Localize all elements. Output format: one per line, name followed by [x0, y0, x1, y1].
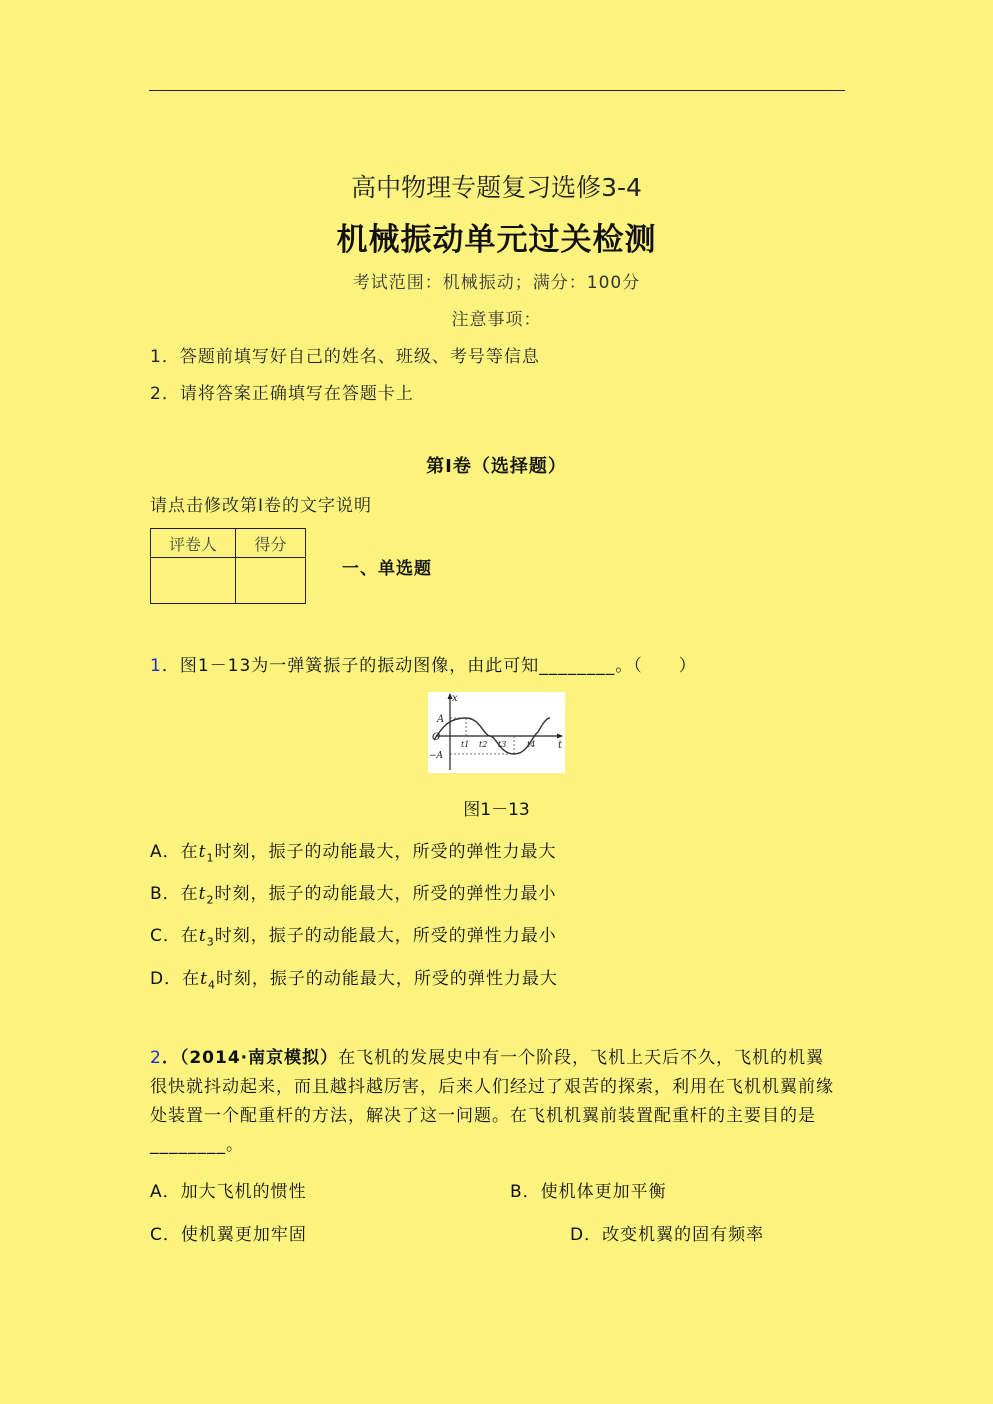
exam-title: 机械振动单元过关检测: [336, 222, 657, 258]
q1-option-d[interactable]: D．在$t_4$时刻，振子的动能最大，所受的弹性力最大: [150, 969, 558, 992]
graph-label-neg-a: −A: [429, 751, 444, 761]
graph-label-o: O: [432, 732, 441, 743]
volume-description: 请点击修改第I卷的文字说明: [150, 496, 373, 516]
score-table: [150, 528, 306, 604]
q1-option-b[interactable]: B．在$t_2$时刻，振子的动能最大，所受的弹性力最小: [150, 884, 557, 907]
note-2: 2．请将答案正确填写在答题卡上: [150, 384, 414, 404]
exam-subtitle: 高中物理专题复习选修3-4: [351, 173, 642, 202]
graph-label-t1: t1: [461, 740, 470, 749]
volume-title: 第I卷（选择题）: [426, 456, 567, 477]
notice-title: 注意事项：: [451, 310, 542, 330]
section-title: 一、单选题: [342, 559, 432, 579]
q1-option-c[interactable]: C．在$t_3$时刻，振子的动能最大，所受的弹性力最小: [150, 926, 557, 949]
score-table-header-score: 得分: [236, 529, 306, 558]
question-2-number: 2: [150, 1048, 162, 1068]
question-2-stem: 在飞机的发展史中有一个阶段，飞机上天后不久，飞机的机翼很快就抖动起来，而且越抖越厉害，后来人们经过了艰苦的探索，利用在飞机机翼前缘处装置一个配重杆的方法，解决了这一问题。在飞机机翼前装置配重杆的主要目的是________。: [150, 1048, 834, 1155]
question-1-stem: ．图1－13为一弹簧振子的振动图像，由此可知________。（ ）: [161, 656, 697, 676]
note-1: 1．答题前填写好自己的姓名、班级、考号等信息: [150, 347, 540, 367]
graph-label-x: x: [452, 693, 458, 704]
q2-option-b[interactable]: B．使机体更加平衡: [510, 1182, 667, 1202]
graph-label-t: t: [558, 740, 563, 751]
vibration-graph: [428, 692, 565, 773]
score-table-header-grader: 评卷人: [151, 529, 236, 558]
score-table-cell-score[interactable]: [236, 558, 306, 604]
graph-t-arrow: [557, 734, 563, 739]
graph-label-t4: t4: [527, 740, 536, 749]
header-rule: [149, 90, 845, 91]
vibration-graph-figure: [428, 692, 565, 773]
figure-caption: 图1－13: [463, 800, 530, 820]
graph-label-a: A: [437, 714, 445, 725]
exam-meta: 考试范围：机械振动；满分：100分: [352, 273, 641, 293]
question-2: [150, 1044, 840, 1160]
score-table-cell-grader[interactable]: [151, 558, 236, 604]
q1-option-a[interactable]: A．在$t_1$时刻，振子的动能最大，所受的弹性力最大: [150, 842, 557, 865]
graph-label-t2: t2: [479, 740, 488, 749]
graph-label-t3: t3: [498, 740, 507, 749]
q2-option-a[interactable]: A．加大飞机的惯性: [150, 1182, 307, 1202]
q2-option-d[interactable]: D．改变机翼的固有频率: [570, 1225, 765, 1245]
question-1: [150, 651, 697, 676]
q2-option-c[interactable]: C．使机翼更加牢固: [150, 1225, 307, 1245]
question-1-number: 1: [150, 656, 162, 676]
question-2-source: ．（2014·南京模拟）: [161, 1048, 339, 1068]
